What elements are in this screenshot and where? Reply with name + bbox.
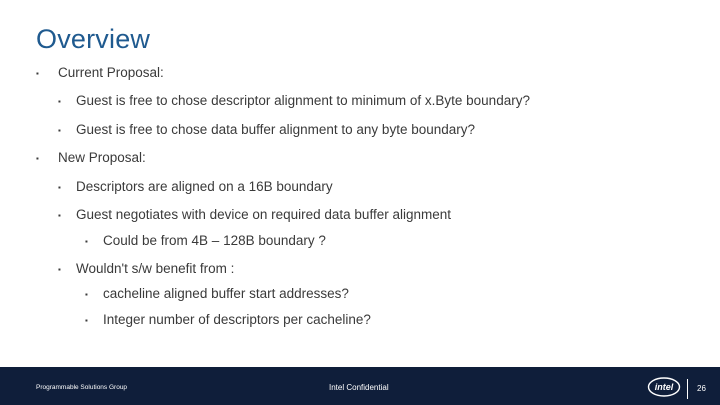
bullet-marker: ▪ <box>85 290 88 299</box>
bullet-text: Descriptors are aligned on a 16B boundary <box>76 179 333 194</box>
svg-text:intel: intel <box>654 382 674 392</box>
bullet-marker: ▪ <box>36 154 39 163</box>
intel-logo-icon <box>647 376 681 398</box>
bullet-text: Could be from 4B – 128B boundary ? <box>103 233 326 248</box>
footer-divider <box>687 379 688 399</box>
slide-title: Overview <box>36 24 151 54</box>
page-number: 26 <box>697 384 706 393</box>
bullet-text: cacheline aligned buffer start addresses? <box>103 286 349 301</box>
bullet-text: New Proposal: <box>58 150 146 165</box>
bullet-marker: ▪ <box>58 211 61 220</box>
footer-group-label: Programmable Solutions Group <box>36 384 128 391</box>
bullet-text: Current Proposal: <box>58 65 164 80</box>
bullet-text: Integer number of descriptors per cacheline? <box>103 312 371 327</box>
bullet-marker: ▪ <box>58 265 61 274</box>
bullet-marker: ▪ <box>85 316 88 325</box>
footer-bar <box>0 367 720 405</box>
bullet-marker: ▪ <box>36 69 39 78</box>
bullet-text: Guest negotiates with device on required data buffer alignment <box>76 207 451 222</box>
bullet-marker: ▪ <box>58 126 61 135</box>
bullet-marker: ▪ <box>85 237 88 246</box>
footer-confidential-label: Intel Confidential <box>329 383 389 392</box>
bullet-text: Wouldn't s/w benefit from : <box>76 261 235 276</box>
bullet-marker: ▪ <box>58 97 61 106</box>
bullet-text: Guest is free to chose descriptor alignment to minimum of x.Byte boundary? <box>76 93 530 108</box>
bullet-text: Guest is free to chose data buffer alignment to any byte boundary? <box>76 122 476 137</box>
bullet-marker: ▪ <box>58 183 61 192</box>
